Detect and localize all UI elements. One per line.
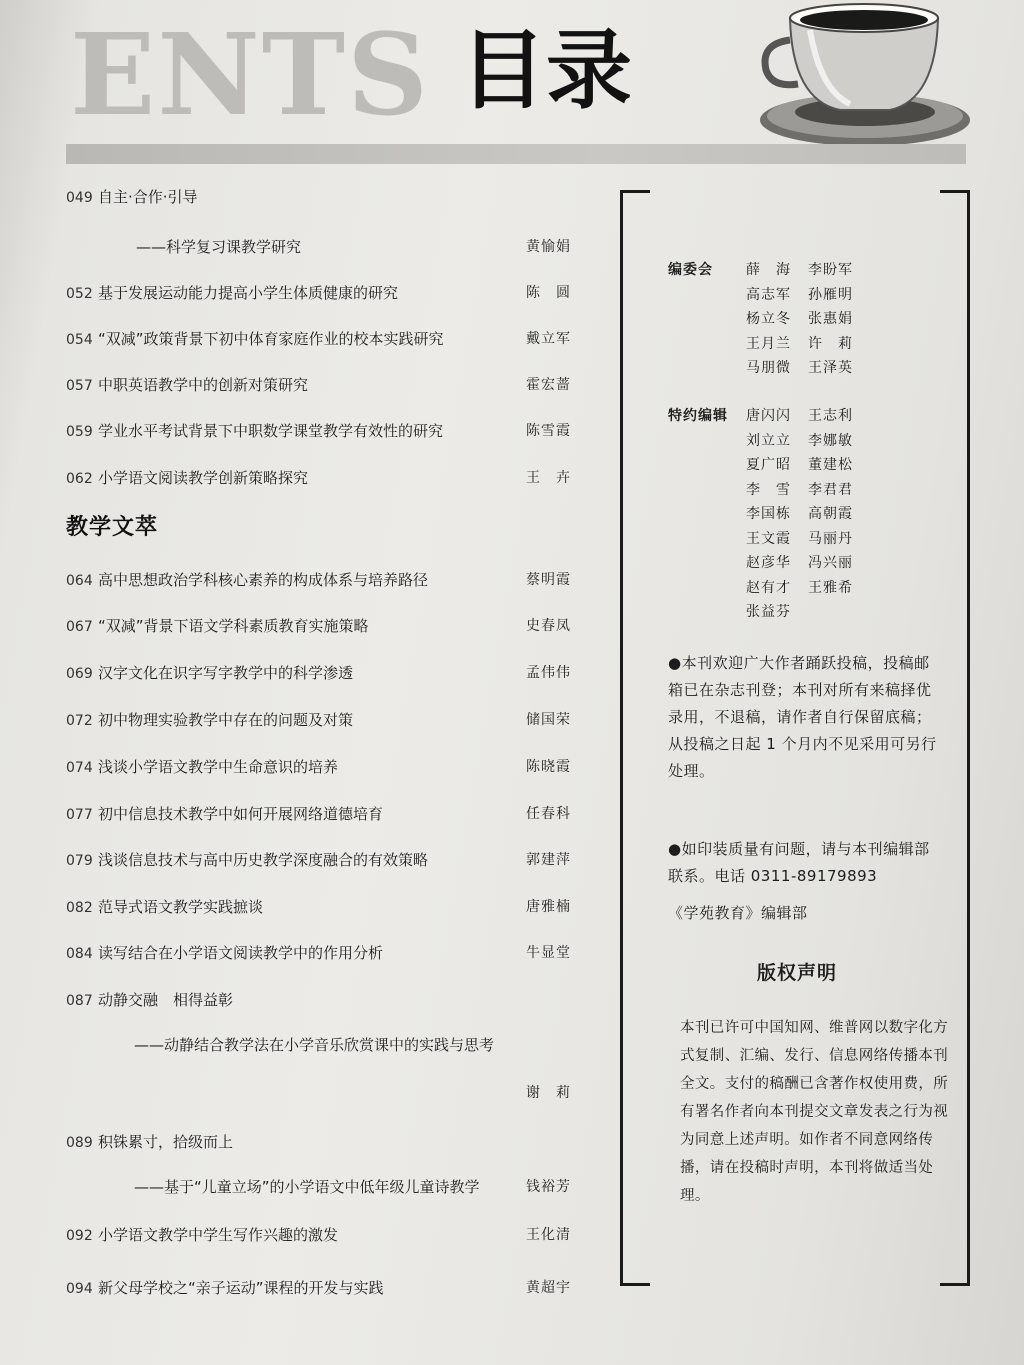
toc-entry (66, 416, 586, 446)
toc-page-number: 062 (66, 471, 93, 487)
editorial-office: 《学苑教育》编辑部 (668, 904, 808, 922)
header-divider-bar (66, 144, 966, 164)
masthead-person-name: 薛 海 (746, 262, 791, 278)
masthead-person-name: 马朋微 (746, 360, 791, 376)
frame-corner-bl (620, 1283, 650, 1286)
toc-page-number: 049 (66, 190, 93, 206)
toc-title: 小学语文阅读教学创新策略探究 (98, 469, 309, 487)
toc-page-number: 069 (66, 666, 93, 682)
toc-author: 王化清 (526, 1227, 571, 1243)
toc-page-number: 074 (66, 760, 93, 776)
toc-title: 浅谈小学语文教学中生命意识的培养 (98, 758, 339, 776)
masthead-person-name: 许 莉 (808, 335, 853, 352)
toc-page-number: 072 (66, 713, 93, 729)
toc-author: 谢 莉 (526, 1085, 571, 1101)
toc-author: 任春科 (526, 806, 571, 822)
toc-subtitle: ——科学复习课教学研究 (136, 238, 302, 256)
toc-title: 动静交融 相得益彰 (98, 991, 234, 1009)
masthead-person-name: 高志军 (746, 286, 791, 303)
toc-title: 基于发展运动能力提高小学生体质健康的研究 (98, 284, 399, 302)
masthead-person-name: 李 雪 (746, 481, 791, 498)
toc-entry (66, 565, 586, 595)
toc-entry (66, 752, 586, 782)
toc-title: 范导式语文教学实践摭谈 (98, 898, 264, 916)
toc-author: 牛显堂 (526, 945, 571, 961)
toc-author: 蔡明霞 (526, 572, 571, 588)
frame-corner-br (940, 1283, 970, 1286)
masthead-person-name: 刘立立 (746, 432, 791, 449)
toc-page-number: 089 (66, 1135, 93, 1151)
frame-left-border (620, 190, 623, 1286)
masthead-person-name: 王志利 (808, 408, 853, 424)
toc-entry (66, 182, 586, 212)
toc-author: 王 卉 (526, 470, 571, 486)
masthead-person-name: 王月兰 (746, 335, 791, 352)
masthead-person-name: 马丽丹 (808, 530, 853, 547)
frame-corner-tr (940, 190, 970, 193)
toc-author: 唐雅楠 (526, 899, 571, 915)
toc-title: 汉字文化在识字写字教学中的科学渗透 (98, 664, 354, 682)
toc-entry (66, 1127, 586, 1157)
masthead-person-name: 赵有才 (746, 579, 791, 596)
toc-title: 中职英语教学中的创新对策研究 (98, 376, 309, 394)
toc-author: 黄超宇 (526, 1280, 571, 1296)
masthead-person-name: 夏广昭 (746, 457, 791, 473)
page-title: 目录 (460, 20, 632, 121)
toc-page-number: 092 (66, 1228, 93, 1244)
toc-title: 浅谈信息技术与高中历史教学深度融合的有效策略 (98, 851, 429, 869)
toc-page-number: 067 (66, 619, 93, 635)
toc-page-number: 079 (66, 853, 93, 869)
masthead-person-name: 李君君 (808, 481, 853, 498)
toc-entry (66, 278, 586, 308)
copyright-text: 本刊已许可中国知网、维普网以数字化方式复制、汇编、发行、信息网络传播本刊全文。支付的稿酬已含著作权使用费，所有署名作者向本刊提交文章发表之行为视为同意上述声明。如作者不同意网络传播，请在投稿时声明，本刊将做适当处理。 (680, 1020, 949, 1204)
toc-author: 钱裕芳 (526, 1179, 571, 1195)
toc-page-number: 059 (66, 424, 93, 440)
toc-entry (66, 938, 586, 968)
header-ents-text: ENTS (70, 10, 430, 141)
masthead-person-name: 冯兴丽 (808, 555, 853, 571)
toc-page-number: 082 (66, 900, 93, 916)
coffee-cup-icon (740, 0, 970, 150)
toc-author: 储国荣 (526, 712, 571, 728)
masthead-person-name: 张惠娟 (808, 311, 853, 327)
toc-author: 史春凤 (526, 618, 571, 634)
toc-title: 初中物理实验教学中存在的问题及对策 (98, 711, 354, 729)
toc-author: 郭建萍 (526, 852, 571, 868)
masthead-person-name: 张益芬 (746, 604, 791, 620)
toc-entry (66, 324, 586, 354)
toc-entry (66, 463, 586, 493)
toc-title: “双减”背景下语文学科素质教育实施策略 (98, 617, 369, 635)
printing-notice: ●如印装质量有问题，请与本刊编辑部联系。电话 0311-89179893 (668, 840, 930, 885)
toc-page-number: 084 (66, 946, 93, 962)
toc-title: “双减”政策背景下初中体育家庭作业的校本实践研究 (98, 330, 444, 348)
toc-author: 孟伟伟 (526, 665, 571, 681)
toc-entry (66, 892, 586, 922)
toc-entry (66, 370, 586, 400)
section-heading: 教学文萃 (66, 515, 159, 540)
masthead-label: 特约编辑 (668, 408, 728, 424)
toc-entry (66, 705, 586, 735)
masthead-person-name: 高朝霞 (808, 506, 853, 522)
masthead-person-name: 李国栋 (746, 506, 791, 522)
toc-page-number: 094 (66, 1281, 93, 1297)
toc-entry (66, 658, 586, 688)
toc-author: 陈 圆 (526, 285, 571, 301)
masthead-person-name: 杨立冬 (746, 311, 791, 327)
toc-title: 初中信息技术教学中如何开展网络道德培育 (98, 805, 384, 823)
toc-title: 小学语文教学中学生写作兴趣的激发 (98, 1226, 339, 1244)
masthead-person-name: 李盼军 (808, 262, 853, 278)
frame-right-border (967, 190, 970, 1286)
toc-author: 霍宏蔷 (526, 377, 571, 393)
toc-author: 黄愉娟 (526, 239, 571, 255)
toc-page-number: 064 (66, 573, 93, 589)
toc-entry (66, 845, 586, 875)
masthead-person-name: 王雅希 (808, 579, 853, 596)
masthead-person-name: 赵彦华 (746, 555, 791, 571)
toc-subtitle: ——动静结合教学法在小学音乐欣赏课中的实践与思考 (134, 1036, 495, 1054)
copyright-heading: 版权声明 (757, 962, 838, 984)
toc-entry (66, 1220, 586, 1250)
masthead-person-name: 唐闪闪 (746, 408, 791, 424)
toc-title: 高中思想政治学科核心素养的构成体系与培养路径 (98, 571, 429, 589)
masthead-person-name: 董建松 (808, 457, 853, 473)
toc-entry (66, 1273, 586, 1303)
toc-page-number: 052 (66, 286, 93, 302)
toc-author: 戴立军 (526, 331, 571, 347)
toc-page-number: 087 (66, 993, 93, 1009)
masthead-person-name: 王文霞 (746, 530, 791, 547)
masthead-person-name: 孙雁明 (808, 286, 853, 303)
toc-page-number: 054 (66, 332, 93, 348)
toc-author: 陈雪霞 (526, 423, 571, 439)
toc-author: 陈晓霞 (526, 759, 571, 775)
toc-entry (66, 985, 586, 1015)
toc-title: 读写结合在小学语文阅读教学中的作用分析 (98, 944, 384, 962)
toc-title: 新父母学校之“亲子运动”课程的开发与实践 (98, 1279, 384, 1297)
toc-entry (66, 799, 586, 829)
toc-title: 自主·合作·引导 (98, 188, 198, 206)
toc-subtitle: ——基于“儿童立场”的小学语文中低年级儿童诗教学 (134, 1178, 480, 1196)
masthead-label: 编委会 (668, 262, 713, 278)
toc-title: 积铢累寸，拾级而上 (98, 1133, 234, 1151)
toc-page-number: 077 (66, 807, 93, 823)
toc-page-number: 057 (66, 378, 93, 394)
frame-corner-tl (620, 190, 650, 193)
toc-title: 学业水平考试背景下中职数学课堂教学有效性的研究 (98, 422, 444, 440)
toc-entry (66, 611, 586, 641)
submission-notice: ●本刊欢迎广大作者踊跃投稿，投稿邮箱已在杂志刊登；本刊对所有来稿择优录用，不退稿，请作者自行保留底稿；从投稿之日起 1 个月内不见采用可另行处理。 (668, 654, 937, 780)
masthead-person-name: 王泽英 (808, 360, 853, 376)
masthead-person-name: 李娜敏 (808, 432, 853, 449)
